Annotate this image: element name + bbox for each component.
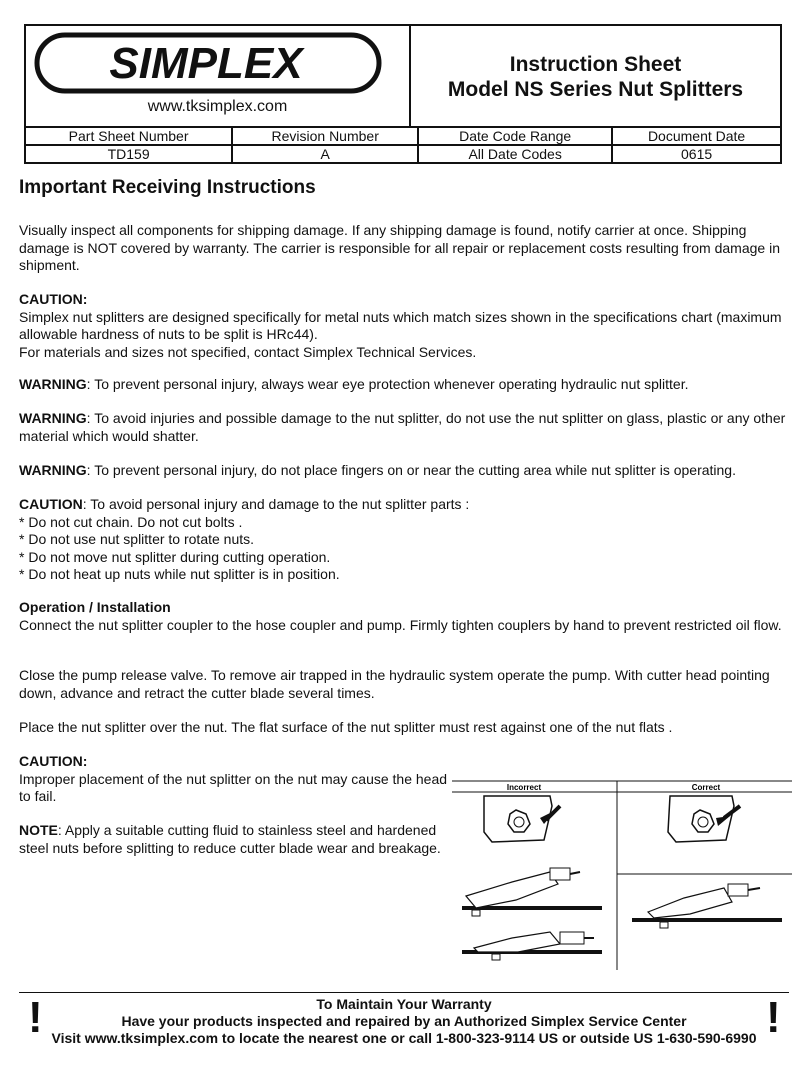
figure-label-incorrect: Incorrect [506, 783, 542, 792]
warranty-footer [0, 993, 808, 1047]
operation-text: Place the nut splitter over the nut. The flat surface of the nut splitter must rest against one of the nut flats . [19, 719, 673, 735]
footer-line: Have your products inspected and repaired by an Authorized Simplex Service Center [121, 1013, 687, 1029]
incorrect-tilted-splitter [462, 868, 602, 916]
bullet-item: * Do not use nut splitter to rotate nuts. [19, 531, 255, 547]
caution-text: For materials and sizes not specified, contact Simplex Technical Services. [19, 343, 477, 360]
bullet-item: * Do not move nut splitter during cutting operation. [19, 548, 331, 565]
receiving-paragraph [19, 222, 789, 275]
page-title [411, 52, 780, 102]
caution-label: CAUTION: [19, 291, 88, 307]
header-box [24, 24, 782, 128]
meta-header-row [25, 127, 781, 145]
warning-text: : To prevent personal injury, always wear eye protection whenever operating hydraulic nut splitter. [86, 376, 689, 392]
correct-head-diagram [668, 796, 740, 842]
bullet-item: * Do not heat up nuts while nut splitter is in position. [19, 566, 340, 582]
caution-block-2 [19, 496, 789, 584]
title-line-2: Model NS Series Nut Splitters [447, 78, 744, 101]
placement-figure [452, 780, 792, 970]
footer-rule [19, 992, 789, 993]
meta-header-cell: Date Code Range [418, 127, 612, 145]
footer-line: Visit www.tksimplex.com to locate the nearest one or call 1-800-323-9114 US or outside US 1-630-590-6990 [51, 1030, 757, 1046]
note-text: : Apply a suitable cutting fluid to stainless steel and hardened steel nuts before splitting to reduce cutter blade wear and breakage. [19, 822, 441, 856]
caution-text: : To avoid personal injury and damage to the nut splitter parts : [82, 496, 470, 512]
note-block [19, 822, 451, 857]
warning-exclamation-icon: ! [28, 993, 43, 1042]
warning-exclamation-icon: ! [766, 993, 781, 1042]
meta-header-cell: Revision Number [232, 127, 418, 145]
website-url: www.tksimplex.com [147, 98, 288, 115]
operation-block [19, 599, 789, 634]
caution-label: CAUTION: [19, 753, 88, 769]
operation-step-3 [19, 719, 789, 737]
paragraph-text: Visually inspect all components for shipping damage. If any shipping damage is found, notify carrier at once. Shipping damage is NOT covered by warranty. The carrier is responsible for all repair or replacement costs resulting from damage in shipment. [19, 222, 780, 273]
warning-label: WARNING [19, 462, 87, 478]
caution-text: Improper placement of the nut splitter on the nut may cause the head to fail. [19, 770, 448, 804]
meta-value-cell: All Date Codes [418, 145, 612, 163]
note-label: NOTE [19, 822, 58, 838]
incorrect-head-diagram [484, 796, 560, 842]
meta-value-cell: 0615 [612, 145, 781, 163]
warning-3 [19, 462, 789, 480]
footer-line: To Maintain Your Warranty [316, 996, 492, 1012]
incorrect-flat-splitter [462, 932, 602, 960]
warning-text: : To avoid injuries and possible damage to the nut splitter, do not use the nut splitter on glass, plastic or any other material which would shatter. [19, 410, 786, 444]
warning-1 [19, 376, 789, 394]
meta-header-cell: Document Date [612, 127, 781, 145]
caution-text: Simplex nut splitters are designed specifically for metal nuts which match sizes shown in the specifications chart (maximum allowable hardness of nuts to be split is HRc44). [19, 308, 782, 342]
operation-heading: Operation / Installation [19, 599, 171, 615]
operation-text: Close the pump release valve. To remove air trapped in the hydraulic system operate the pump. With cutter head pointing down, advance and retract the cutter blade several times. [19, 667, 770, 701]
figure-label-correct: Correct [691, 783, 721, 792]
caution-label: CAUTION [19, 496, 83, 512]
meta-value-cell: TD159 [25, 145, 232, 163]
bullet-item: * Do not cut chain. Do not cut bolts . [19, 513, 243, 530]
operation-step-2 [19, 667, 789, 702]
warning-text: : To prevent personal injury, do not place fingers on or near the cutting area while nut splitter is operating. [86, 462, 736, 478]
simplex-logo [34, 32, 382, 94]
operation-text: Connect the nut splitter coupler to the hose coupler and pump. Firmly tighten couplers by hand to prevent restricted oil flow. [19, 616, 782, 633]
title-line-1: Instruction Sheet [509, 53, 682, 76]
meta-value-row [25, 145, 781, 163]
logo-text: SIMPLEX [109, 39, 303, 88]
correct-splitter [632, 884, 782, 928]
warning-label: WARNING [19, 410, 87, 426]
warning-2 [19, 410, 789, 445]
document-meta-table [24, 126, 782, 164]
meta-header-cell: Part Sheet Number [25, 127, 232, 145]
caution-block-3 [19, 753, 449, 806]
section-heading: Important Receiving Instructions [19, 177, 316, 198]
caution-block-1 [19, 291, 789, 361]
warning-label: WARNING [19, 376, 87, 392]
meta-value-cell: A [232, 145, 418, 163]
